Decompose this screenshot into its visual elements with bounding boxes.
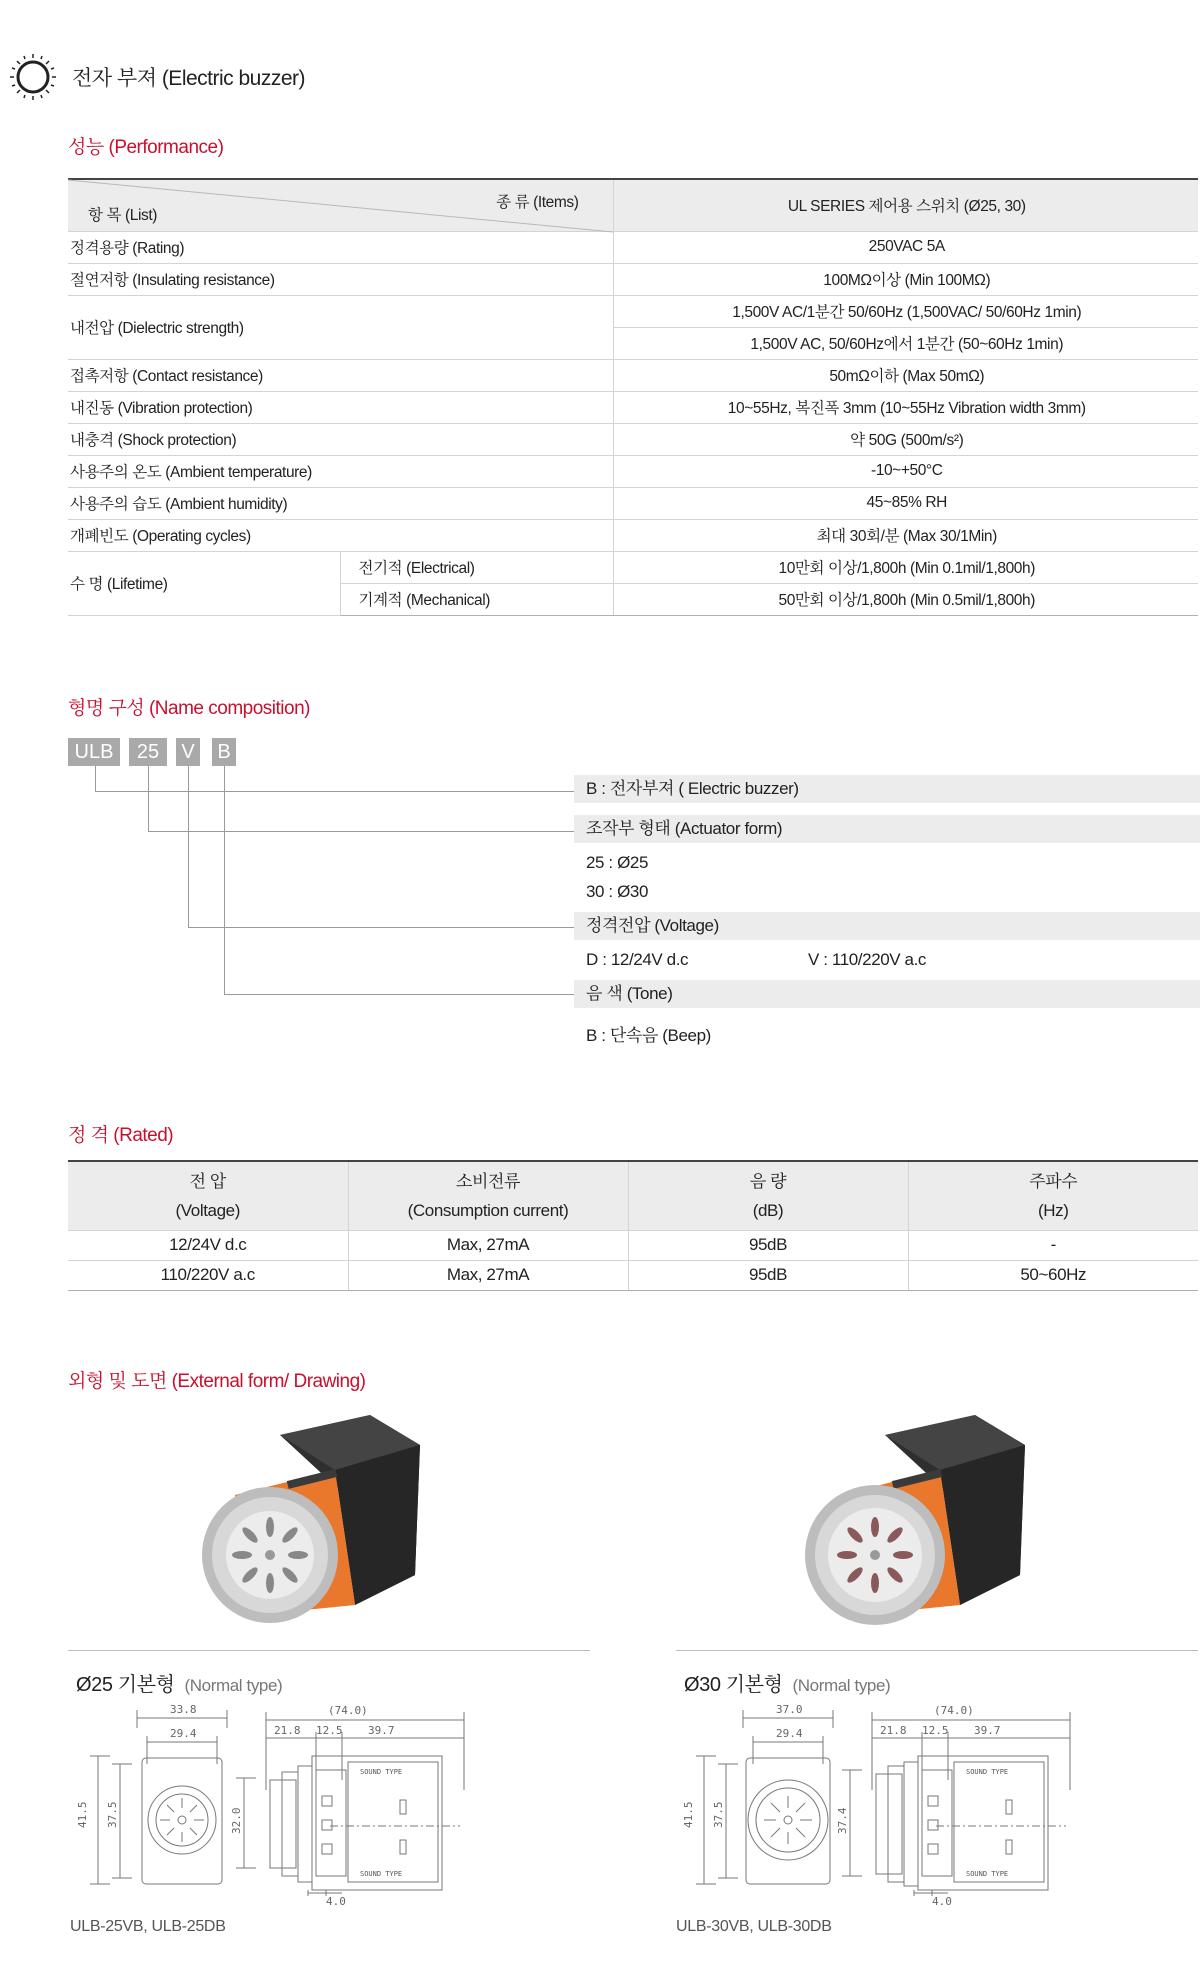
code-ulb: ULB: [68, 738, 120, 766]
table-row: [68, 487, 1198, 519]
code-25: 25: [129, 738, 167, 766]
row-label: 수 명 (Lifetime): [68, 551, 340, 615]
cell: 50~60Hz: [908, 1260, 1198, 1290]
table-row: [68, 1230, 1198, 1260]
row-value: 10~55Hz, 복진폭 3mm (10~55Hz Vibration width 3mm): [613, 391, 1198, 423]
nc-voltage-v: V : 110/220V a.c: [808, 950, 927, 969]
header-volume: 음 량 (dB): [628, 1161, 908, 1230]
drawing-30: [676, 1700, 1176, 1908]
drawing-heading: 외형 및 도면 (External form/ Drawing): [68, 1371, 366, 1392]
connector-line: [95, 766, 96, 792]
connector-line: [95, 791, 574, 792]
buzzer-icon: [8, 52, 58, 102]
dim-front-w-outer: 33.8: [170, 1703, 197, 1716]
table-row: [68, 423, 1198, 455]
dim-side-h: 37.4: [836, 1807, 849, 1834]
nc-actuator-30: 30 : Ø30: [586, 882, 649, 901]
code-v: V: [176, 738, 200, 766]
svg-text:SOUND TYPE: SOUND TYPE: [360, 1870, 403, 1878]
series-header: UL SERIES 제어용 스위치 (Ø25, 30): [613, 179, 1198, 231]
connector-line: [224, 994, 574, 995]
dim-side-total: (74.0): [934, 1704, 974, 1717]
row-value: 250VAC 5A: [613, 231, 1198, 263]
divider: [68, 1650, 590, 1651]
cell: 95dB: [628, 1260, 908, 1290]
rated-table: [68, 1160, 1198, 1291]
row-label: 절연저항 (Insulating resistance): [68, 263, 613, 295]
table-row: [68, 551, 1198, 583]
dim-side-h: 32.0: [230, 1807, 243, 1834]
row-value: 1,500V AC/1분간 50/60Hz (1,500VAC/ 50/60Hz 1min): [613, 295, 1198, 327]
name-composition-heading: 형명 구성 (Name composition): [68, 698, 310, 719]
dim-side-b: 12.5: [316, 1724, 343, 1737]
dim-side-c: 39.7: [974, 1724, 1001, 1737]
connector-line: [188, 927, 574, 928]
dim-front-w-inner: 29.4: [170, 1727, 197, 1740]
model-list-30: ULB-30VB, ULB-30DB: [676, 1918, 832, 1935]
dim-side-total: (74.0): [328, 1704, 368, 1717]
type-title-30: Ø30 기본형 (Normal type): [684, 1674, 891, 1696]
dim-side-bottom: 4.0: [326, 1895, 346, 1908]
dim-front-h-outer: 41.5: [682, 1801, 695, 1828]
table-header-row: [68, 1161, 1198, 1230]
diagonal-header-cell: [68, 179, 613, 231]
table-row: [68, 455, 1198, 487]
row-value: 최대 30회/분 (Max 30/1Min): [613, 519, 1198, 551]
row-value: 50만회 이상/1,800h (Min 0.5mil/1,800h): [613, 583, 1198, 615]
row-value: 45~85% RH: [613, 487, 1198, 519]
connector-line: [148, 831, 574, 832]
svg-text:SOUND TYPE: SOUND TYPE: [966, 1870, 1009, 1878]
table-row: [68, 263, 1198, 295]
svg-text:SOUND TYPE: SOUND TYPE: [360, 1768, 403, 1776]
dim-side-c: 39.7: [368, 1724, 395, 1737]
cell: -: [908, 1230, 1198, 1260]
row-label: 개폐빈도 (Operating cycles): [68, 519, 613, 551]
cell: 12/24V d.c: [68, 1230, 348, 1260]
items-label: 종 류 (Items): [496, 194, 579, 211]
table-row: [68, 359, 1198, 391]
row-value: 50mΩ이하 (Max 50mΩ): [613, 359, 1198, 391]
table-header-row: [68, 179, 1198, 231]
table-row: [68, 1260, 1198, 1290]
table-row: [68, 295, 1198, 327]
nc-b-label: B : 전자부져 ( Electric buzzer): [574, 775, 1200, 803]
row-value: 100MΩ이상 (Min 100MΩ): [613, 263, 1198, 295]
row-value: -10~+50°C: [613, 455, 1198, 487]
cell: 110/220V a.c: [68, 1260, 348, 1290]
drawing-25: [70, 1700, 570, 1908]
connector-line: [224, 766, 225, 995]
page-title: 전자 부져 (Electric buzzer): [72, 67, 306, 90]
connector-line: [148, 766, 149, 832]
model-list-25: ULB-25VB, ULB-25DB: [70, 1918, 226, 1935]
dim-side-bottom: 4.0: [932, 1895, 952, 1908]
divider: [676, 1650, 1198, 1651]
row-label: 내충격 (Shock protection): [68, 423, 613, 455]
dim-side-a: 21.8: [274, 1724, 301, 1737]
rated-heading: 정 격 (Rated): [68, 1125, 174, 1146]
row-label: 사용주의 온도 (Ambient temperature): [68, 455, 613, 487]
cell: Max, 27mA: [348, 1260, 628, 1290]
type-title-25: Ø25 기본형 (Normal type): [76, 1674, 283, 1696]
performance-heading: 성능 (Performance): [68, 137, 224, 158]
row-label: 내진동 (Vibration protection): [68, 391, 613, 423]
nc-tone-b: B : 단속음 (Beep): [586, 1026, 711, 1045]
list-label: 항 목 (List): [88, 206, 158, 224]
nc-voltage-d: D : 12/24V d.c: [586, 950, 689, 969]
dim-side-b: 12.5: [922, 1724, 949, 1737]
header-voltage: 전 압 (Voltage): [68, 1161, 348, 1230]
nc-tone-label: 음 색 (Tone): [574, 980, 1200, 1008]
code-b: B: [212, 738, 236, 766]
product-photo-25: [195, 1415, 435, 1635]
row-value: 약 50G (500m/s²): [613, 423, 1198, 455]
row-sublabel: 전기적 (Electrical): [340, 551, 613, 583]
header-current: 소비전류 (Consumption current): [348, 1161, 628, 1230]
row-sublabel: 기계적 (Mechanical): [340, 583, 613, 615]
dim-front-w-outer: 37.0: [776, 1703, 803, 1716]
page-header: [8, 52, 305, 102]
cell: 95dB: [628, 1230, 908, 1260]
nc-voltage-label: 정격전압 (Voltage): [574, 912, 1200, 940]
row-label: 정격용량 (Rating): [68, 231, 613, 263]
dim-side-a: 21.8: [880, 1724, 907, 1737]
row-value: 10만회 이상/1,800h (Min 0.1mil/1,800h): [613, 551, 1198, 583]
table-row: [68, 519, 1198, 551]
dim-front-w-inner: 29.4: [776, 1727, 803, 1740]
nc-actuator-25: 25 : Ø25: [586, 853, 649, 872]
dim-front-h-inner: 37.5: [106, 1801, 119, 1828]
svg-text:SOUND TYPE: SOUND TYPE: [966, 1768, 1009, 1776]
row-value: 1,500V AC, 50/60Hz에서 1분간 (50~60Hz 1min): [613, 327, 1198, 359]
cell: Max, 27mA: [348, 1230, 628, 1260]
row-label: 사용주의 습도 (Ambient humidity): [68, 487, 613, 519]
dim-front-h-inner: 37.5: [712, 1801, 725, 1828]
table-row: [68, 231, 1198, 263]
dim-front-h-outer: 41.5: [76, 1801, 89, 1828]
performance-table: [68, 178, 1198, 616]
row-label: 내전압 (Dielectric strength): [68, 295, 613, 359]
connector-line: [188, 766, 189, 928]
product-photo-30: [800, 1415, 1040, 1635]
nc-actuator-label: 조작부 형태 (Actuator form): [574, 815, 1200, 843]
header-frequency: 주파수 (Hz): [908, 1161, 1198, 1230]
row-label: 접촉저항 (Contact resistance): [68, 359, 613, 391]
table-row: [68, 391, 1198, 423]
